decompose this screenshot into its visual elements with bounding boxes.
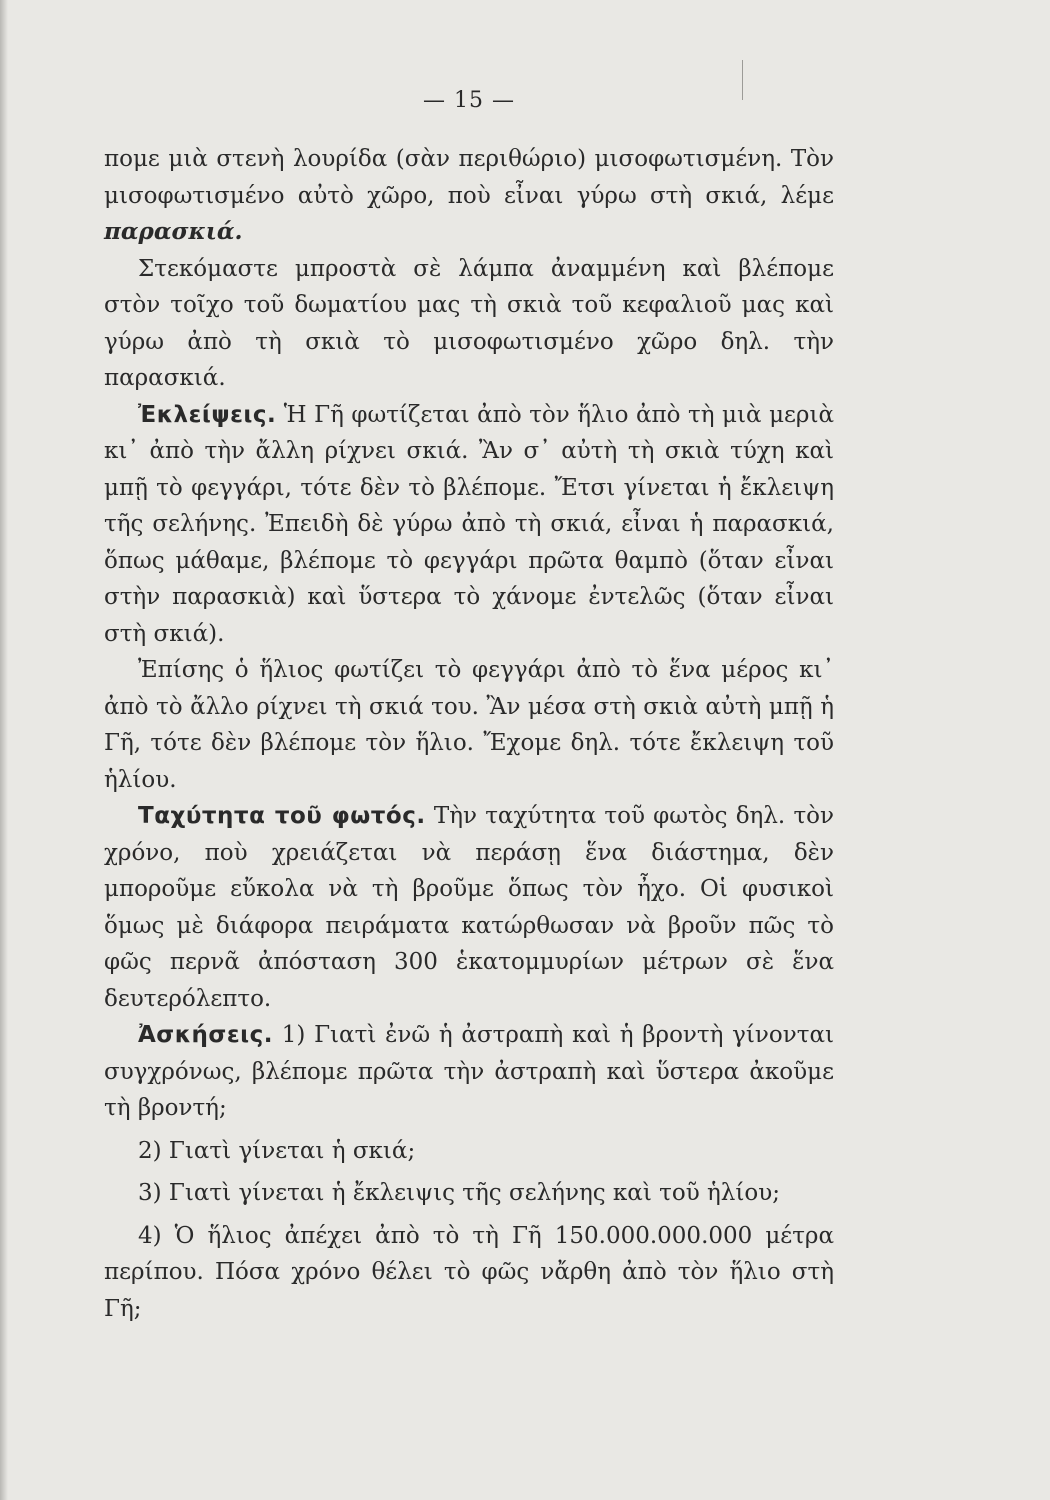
paragraph-penumbra-definition — [104, 141, 834, 251]
paragraph-text: Τὴν ταχύτητα τοῦ φωτὸς δηλ. τὸν χρόνο, ποὺ χρειάζεται νὰ περάσῃ ἕνα διάστημα, δὲν μποροῦμε εὔκολα νὰ τὴ βροῦμε ὅπως τὸν ἦχο. Οἱ φυσικοὶ ὅμως μὲ διάφορα πειράματα κατώρθωσαν νὰ βροῦν πῶς τὸ φῶς περνᾶ ἀπόσταση 300 ἑκατομμυρίων μέτρων σὲ ἕνα δευτερόλεπτο. — [104, 803, 835, 1012]
heading-speed-of-light: Ταχύτητα τοῦ φωτός. — [138, 803, 426, 829]
exercise-3 — [104, 1175, 834, 1212]
paragraph-text: Στεκόμαστε μπροστὰ σὲ λάμπα ἀναμμένη καὶ βλέπομε στὸν τοῖχο τοῦ δωματίου μας τὴ σκιὰ τοῦ κεφαλιοῦ μας καὶ γύρω ἀπὸ τὴ σκιὰ τὸ μισοφωτισμένο χῶρο δηλ. τὴν παρασκιά. — [104, 255, 834, 391]
scan-edge-shadow — [0, 0, 8, 1500]
paragraph-solar-eclipse — [104, 652, 834, 798]
page-number: — 15 — — [423, 88, 515, 113]
term-paraskia: παρασκιά. — [104, 218, 243, 245]
paragraph-exercises — [104, 1017, 834, 1127]
exercise-text: 3) Γιατὶ γίνεται ἡ ἔκλειψις τῆς σελήνης καὶ τοῦ ἡλίου; — [138, 1180, 780, 1206]
paragraph-text: Ἡ Γῆ φωτίζεται ἀπὸ τὸν ἥλιο ἀπὸ τὴ μιὰ μεριὰ κι᾽ ἀπὸ τὴν ἄλλη ρίχνει σκιά. Ἂν σ᾽ αὐτὴ τὴ σκιὰ τύχη καὶ μπῇ τὸ φεγγάρι, τότε δὲν τὸ βλέπομε. Ἔτσι γίνεται ἡ ἔκλειψη τῆς σελήνης. Ἐπειδὴ δὲ γύρω ἀπὸ τὴ σκιά, εἶναι ἡ παρασκιά, ὅπως μάθαμε, βλέπομε τὸ φεγγάρι πρῶτα θαμπὸ (ὅταν εἶναι στὴν παρασκιὰ) καὶ ὕστερα τὸ χάνομε ἐντελῶς (ὅταν εἶναι στὴ σκιά). — [104, 401, 834, 647]
paragraph-text: πομε μιὰ στενὴ λουρίδα (σὰν περιθώριο) μισοφωτισμένη. Τὸν μισοφωτισμένο αὐτὸ χῶρο, ποὺ εἶναι γύρω στὴ σκιά, λέμε — [104, 146, 834, 209]
exercise-4 — [104, 1218, 834, 1328]
heading-eclipses: Ἐκλείψεις. — [138, 401, 277, 428]
paragraph-speed-of-light — [104, 798, 834, 1017]
book-page — [104, 88, 835, 1322]
exercise-text: 4) Ὁ ἥλιος ἀπέχει ἀπὸ τὸ τὴ Γῆ 150.000.000.000 μέτρα περίπου. Πόσα χρόνο θέλει τὸ φῶς νἄρθη ἀπὸ τὸν ἥλιο στὴ Γῆ; — [104, 1222, 834, 1322]
exercise-text: 2) Γιατὶ γίνεται ἡ σκιά; — [138, 1137, 416, 1164]
paragraph-eclipses — [104, 397, 834, 653]
exercise-2 — [104, 1133, 834, 1170]
paragraph-text: Ἐπίσης ὁ ἥλιος φωτίζει τὸ φεγγάρι ἀπὸ τὸ ἕνα μέρος κι᾽ ἀπὸ τὸ ἄλλο ρίχνει τὴ σκιά του. Ἂν μέσα στὴ σκιὰ αὐτὴ μπῇ ἡ Γῆ, τότε δὲν βλέπομε τὸν ἥλιο. Ἔχομε δηλ. τότε ἔκλειψη τοῦ ἡλίου. — [104, 657, 834, 793]
heading-exercises: Ἀσκήσεις. — [138, 1022, 273, 1048]
exercise-1: 1) Γιατὶ ἐνῶ ἡ ἀστραπὴ καὶ ἡ βροντὴ γίνονται συγχρόνως, βλέπομε πρῶτα τὴν ἀστραπὴ καὶ ὕστερα ἀκοῦμε τὴ βροντή; — [104, 1022, 834, 1121]
paragraph-lamp-example — [104, 251, 834, 397]
